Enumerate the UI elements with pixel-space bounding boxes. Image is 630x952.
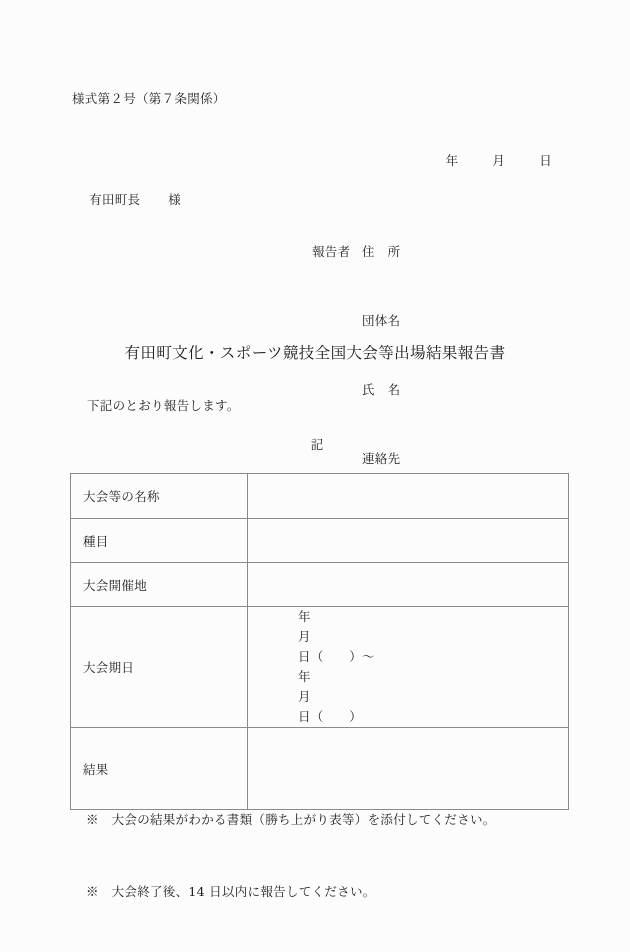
footnote-1: ※ 大会の結果がわかる書類（勝ち上がり表等）を添付してください。 (86, 812, 496, 827)
addressee-name: 有田町長 (89, 192, 141, 207)
footnotes (86, 760, 496, 952)
table-row-label-result: 結果 (71, 728, 248, 810)
table-row-value-period[interactable] (248, 607, 569, 728)
period-2-month: 月 (298, 689, 311, 704)
footnote-2: ※ 大会終了後、14 日以内に報告してください。 (86, 884, 376, 899)
period-line-2 (298, 667, 568, 727)
date-line (330, 136, 552, 184)
table-row-value-event[interactable] (248, 519, 569, 563)
table-row-value-venue[interactable] (248, 563, 569, 607)
table-row-label-venue: 大会開催地 (71, 563, 248, 607)
period-2-year: 年 (298, 669, 311, 684)
form-number: 様式第２号（第７条関係） (72, 91, 226, 106)
document-title: 有田町文化・スポーツ競技全国大会等出場結果報告書 (124, 344, 506, 362)
ki-marker: 記 (310, 437, 324, 452)
reporter-field-name-label: 氏 名 (362, 382, 401, 397)
table-row-label-event: 種目 (71, 519, 248, 563)
date-day-label: 日 (539, 153, 552, 168)
table-row-label-period: 大会期日 (71, 607, 248, 728)
reporter-field-organization-label: 団体名 (362, 313, 401, 328)
lead-sentence: 下記のとおり報告します。 (87, 398, 240, 413)
table-row-value-competition-name[interactable] (248, 474, 569, 519)
addressee (72, 175, 181, 223)
period-2-day: 日（ ） (298, 709, 363, 724)
table-row (71, 607, 569, 728)
table-row (71, 519, 569, 563)
period-line-1 (298, 607, 568, 667)
period-fill-in (260, 607, 568, 727)
reporter-field-address-label: 住 所 (362, 244, 401, 259)
period-1-month: 月 (298, 629, 311, 644)
date-month-label: 月 (492, 153, 506, 168)
addressee-honorific: 様 (168, 192, 182, 207)
reporter-row-organization (312, 309, 400, 332)
date-year-label: 年 (445, 153, 459, 168)
period-1-day: 日（ ）～ (298, 649, 375, 664)
table-row (71, 563, 569, 607)
table-row (71, 474, 569, 519)
table-row-label-competition-name: 大会等の名称 (71, 474, 248, 519)
period-1-year: 年 (298, 609, 311, 624)
reporter-heading: 報告者 (312, 244, 351, 259)
reporter-row-address (312, 240, 400, 263)
reporter-field-contact-label: 連絡先 (362, 451, 401, 466)
reporter-row-name (312, 378, 400, 401)
